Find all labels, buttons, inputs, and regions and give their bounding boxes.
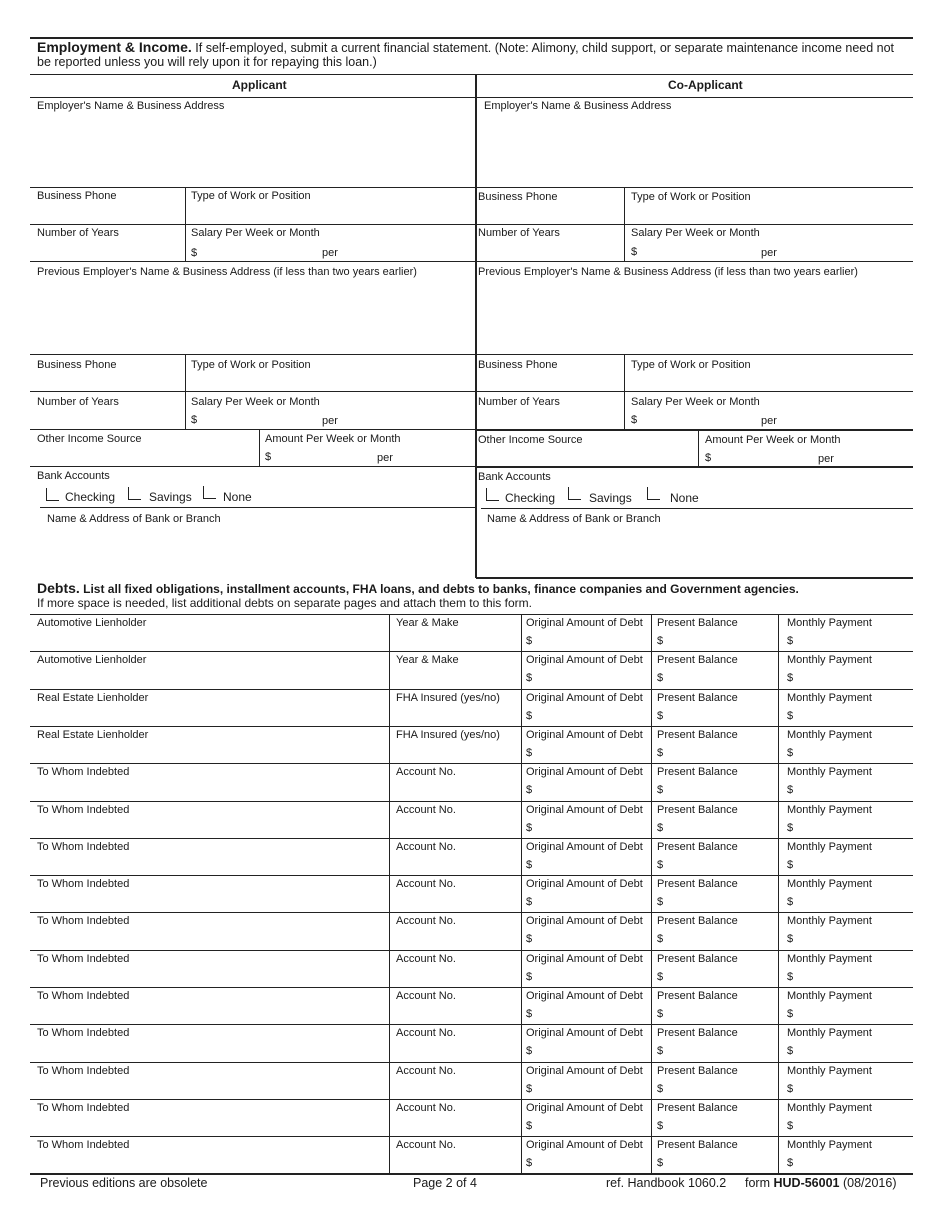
debt-balance-dollar: $ <box>657 970 664 983</box>
rule <box>476 187 913 188</box>
debt-original-dollar: $ <box>526 1008 533 1020</box>
debt-original-label[interactable]: Original Amount of Debt <box>526 766 643 779</box>
footer-ref: ref. Handbook 1060.2 <box>606 1176 727 1190</box>
debt-detail[interactable]: Account No. <box>396 952 456 965</box>
applicant-prev-years[interactable]: Number of Years <box>37 396 119 408</box>
coapplicant-amount-per: per <box>818 453 834 465</box>
debt-original-label[interactable]: Original Amount of Debt <box>526 728 643 741</box>
rule <box>476 429 913 431</box>
debt-balance-dollar: $ <box>657 672 664 685</box>
debt-row <box>30 912 913 950</box>
debt-payment-dollar: $ <box>787 1157 794 1170</box>
footer-form <box>745 1176 897 1190</box>
applicant-employer-label[interactable]: Employer's Name & Business Address <box>37 100 225 112</box>
rule <box>476 354 913 355</box>
coapplicant-prev-salary-dollar: $ <box>631 414 638 426</box>
debt-original-label[interactable]: Original Amount of Debt <box>526 691 643 704</box>
applicant-prev-work-type[interactable]: Type of Work or Position <box>191 359 311 371</box>
employment-intro <box>37 40 907 69</box>
debt-balance-dollar: $ <box>657 1082 664 1095</box>
debt-balance-label[interactable]: Present Balance <box>657 691 738 704</box>
debt-balance-label[interactable]: Present Balance <box>657 617 738 629</box>
coapplicant-prev-years[interactable]: Number of Years <box>478 396 560 408</box>
debt-balance-dollar: $ <box>657 896 664 909</box>
applicant-checking-checkbox[interactable] <box>46 488 59 501</box>
column-divider <box>475 74 477 578</box>
debt-row <box>30 1136 913 1174</box>
debt-detail[interactable]: Account No. <box>396 1139 456 1152</box>
debt-balance-dollar: $ <box>657 784 664 797</box>
debt-detail[interactable]: Year & Make <box>396 654 459 667</box>
debt-balance-label[interactable]: Present Balance <box>657 1101 738 1114</box>
debt-balance-dollar: $ <box>657 1045 664 1058</box>
debt-creditor[interactable]: Real Estate Lienholder <box>37 728 149 741</box>
applicant-amount-dollar: $ <box>265 451 272 463</box>
debt-creditor[interactable]: To Whom Indebted <box>37 1064 130 1077</box>
applicant-bank-accounts: Bank Accounts <box>37 470 110 482</box>
debt-payment-dollar: $ <box>787 858 794 871</box>
debt-balance-label[interactable]: Present Balance <box>657 803 738 816</box>
debt-payment-dollar: $ <box>787 1119 794 1132</box>
employment-title: Employment & Income. <box>37 39 192 55</box>
debts-intro <box>37 581 912 610</box>
rule <box>698 429 699 466</box>
applicant-savings-checkbox[interactable] <box>128 487 141 500</box>
debt-original-dollar: $ <box>526 709 533 722</box>
debt-payment-dollar: $ <box>787 1045 794 1058</box>
debt-row <box>30 1062 913 1100</box>
debt-payment-dollar: $ <box>787 970 794 983</box>
debt-balance-label[interactable]: Present Balance <box>657 728 738 741</box>
coapplicant-business-phone[interactable]: Business Phone <box>478 191 558 203</box>
coapplicant-savings-label: Savings <box>589 491 632 505</box>
rule <box>30 224 475 225</box>
header-top-rule <box>30 74 913 75</box>
debts-divider-3 <box>651 614 652 1174</box>
debt-balance-label[interactable]: Present Balance <box>657 1064 738 1077</box>
applicant-amount[interactable]: Amount Per Week or Month <box>265 433 401 445</box>
debt-balance-dollar: $ <box>657 1008 664 1020</box>
debt-creditor[interactable]: Automotive Lienholder <box>37 617 147 629</box>
applicant-prev-employer[interactable]: Previous Employer's Name & Business Address (if less than two years earlier) <box>37 266 417 278</box>
employment-bottom-rule <box>476 577 913 579</box>
applicant-none-checkbox[interactable] <box>203 486 216 499</box>
coapplicant-years[interactable]: Number of Years <box>478 227 560 239</box>
debt-creditor[interactable]: Real Estate Lienholder <box>37 691 149 704</box>
debt-balance-label[interactable]: Present Balance <box>657 766 738 779</box>
debt-original-dollar: $ <box>526 1119 533 1132</box>
debt-original-label[interactable]: Original Amount of Debt <box>526 803 643 816</box>
header-bottom-rule <box>30 97 913 98</box>
coapplicant-header: Co-Applicant <box>668 78 743 92</box>
debt-row <box>30 838 913 876</box>
debt-payment-label[interactable]: Monthly Payment <box>787 990 872 1002</box>
debt-original-label[interactable]: Original Amount of Debt <box>526 878 643 891</box>
applicant-other-income[interactable]: Other Income Source <box>37 433 142 445</box>
rule <box>30 354 475 355</box>
debt-balance-dollar: $ <box>657 933 664 946</box>
debt-balance-dollar: $ <box>657 709 664 722</box>
debt-original-dollar: $ <box>526 933 533 946</box>
debt-original-label[interactable]: Original Amount of Debt <box>526 654 643 667</box>
debt-balance-dollar: $ <box>657 635 664 647</box>
debt-original-label[interactable]: Original Amount of Debt <box>526 1064 643 1077</box>
debt-original-dollar: $ <box>526 858 533 871</box>
debt-payment-dollar: $ <box>787 672 794 685</box>
debt-payment-label[interactable]: Monthly Payment <box>787 728 872 741</box>
debt-payment-dollar: $ <box>787 635 794 647</box>
debt-payment-label[interactable]: Monthly Payment <box>787 952 872 965</box>
debt-creditor[interactable]: To Whom Indebted <box>37 840 130 853</box>
coapplicant-prev-salary[interactable]: Salary Per Week or Month <box>631 396 760 408</box>
debt-original-dollar: $ <box>526 896 533 909</box>
debt-balance-dollar: $ <box>657 746 664 759</box>
debt-row <box>30 1099 913 1137</box>
debt-balance-label[interactable]: Present Balance <box>657 990 738 1002</box>
debt-payment-label[interactable]: Monthly Payment <box>787 803 872 816</box>
debt-payment-label[interactable]: Monthly Payment <box>787 1064 872 1077</box>
applicant-prev-business-phone[interactable]: Business Phone <box>37 359 117 371</box>
footer-form-date: (08/2016) <box>842 1176 897 1190</box>
top-rule <box>30 37 913 39</box>
debt-detail[interactable]: Account No. <box>396 1027 456 1040</box>
debt-payment-label[interactable]: Monthly Payment <box>787 654 872 667</box>
debt-creditor[interactable]: To Whom Indebted <box>37 878 130 891</box>
applicant-salary-per: per <box>322 247 338 259</box>
debt-payment-label[interactable]: Monthly Payment <box>787 1101 872 1114</box>
debt-row <box>30 1024 913 1062</box>
debt-detail[interactable]: Account No. <box>396 990 456 1002</box>
coapplicant-none-label: None <box>670 491 699 505</box>
applicant-none-label: None <box>223 490 252 504</box>
debt-balance-label[interactable]: Present Balance <box>657 915 738 928</box>
debt-original-dollar: $ <box>526 784 533 797</box>
applicant-work-type[interactable]: Type of Work or Position <box>191 190 311 202</box>
coapplicant-other-income[interactable]: Other Income Source <box>478 434 583 446</box>
rule <box>30 429 475 430</box>
debt-balance-label[interactable]: Present Balance <box>657 654 738 667</box>
debt-row <box>30 651 913 689</box>
debt-balance-label[interactable]: Present Balance <box>657 840 738 853</box>
debts-divider-4 <box>778 614 779 1174</box>
employment-note: If self-employed, submit a current financial statement. (Note: Alimony, child support, or separate maintenance income need not be reported unless you will rely upon it for repaying this loan.) <box>37 41 895 69</box>
debt-original-label[interactable]: Original Amount of Debt <box>526 990 643 1002</box>
coapplicant-checking-checkbox[interactable] <box>486 488 499 501</box>
rule <box>30 391 475 392</box>
debt-balance-label[interactable]: Present Balance <box>657 952 738 965</box>
rule <box>476 466 913 468</box>
applicant-salary[interactable]: Salary Per Week or Month <box>191 227 320 239</box>
debt-row <box>30 763 913 801</box>
coapplicant-prev-employer[interactable]: Previous Employer's Name & Business Address (if less than two years earlier) <box>478 266 858 278</box>
coapplicant-none-checkbox[interactable] <box>647 487 660 500</box>
coapplicant-salary-per: per <box>761 247 777 259</box>
debt-detail[interactable]: Account No. <box>396 840 456 853</box>
coapplicant-prev-work-type[interactable]: Type of Work or Position <box>631 359 751 371</box>
applicant-bank-name[interactable]: Name & Address of Bank or Branch <box>47 513 221 525</box>
footer-obsolete: Previous editions are obsolete <box>40 1176 208 1190</box>
rule <box>476 391 913 392</box>
debt-creditor[interactable]: To Whom Indebted <box>37 1027 130 1040</box>
debt-creditor[interactable]: To Whom Indebted <box>37 915 130 928</box>
rule <box>476 224 913 225</box>
footer-page: Page 2 of 4 <box>413 1176 477 1190</box>
debt-balance-dollar: $ <box>657 858 664 871</box>
debt-row <box>30 689 913 727</box>
applicant-prev-salary[interactable]: Salary Per Week or Month <box>191 396 320 408</box>
debts-bold-note: List all fixed obligations, installment accounts, FHA loans, and debts to banks, finance companies and Government agencies. <box>83 582 799 596</box>
debt-creditor[interactable]: To Whom Indebted <box>37 766 130 779</box>
debt-original-dollar: $ <box>526 1157 533 1170</box>
debt-row <box>30 801 913 839</box>
debt-balance-label[interactable]: Present Balance <box>657 1139 738 1152</box>
rule <box>476 261 913 262</box>
coapplicant-checking-label: Checking <box>505 491 556 505</box>
rule <box>40 507 475 508</box>
debt-detail[interactable]: FHA Insured (yes/no) <box>396 691 500 704</box>
footer-form-number: HUD-56001 <box>773 1176 840 1190</box>
coapplicant-prev-business-phone[interactable]: Business Phone <box>478 359 558 371</box>
applicant-savings-label: Savings <box>149 490 192 504</box>
debt-original-label[interactable]: Original Amount of Debt <box>526 1101 643 1114</box>
applicant-prev-salary-dollar: $ <box>191 414 198 426</box>
coapplicant-amount-dollar: $ <box>705 452 712 464</box>
debt-payment-label[interactable]: Monthly Payment <box>787 1139 872 1152</box>
coapplicant-salary[interactable]: Salary Per Week or Month <box>631 227 760 239</box>
debt-balance-label[interactable]: Present Balance <box>657 1027 738 1040</box>
debt-original-dollar: $ <box>526 672 533 685</box>
debt-creditor[interactable]: To Whom Indebted <box>37 952 130 965</box>
debt-detail[interactable]: Account No. <box>396 803 456 816</box>
coapplicant-bank-name[interactable]: Name & Address of Bank or Branch <box>487 513 661 525</box>
debt-balance-dollar: $ <box>657 821 664 834</box>
coapplicant-amount[interactable]: Amount Per Week or Month <box>705 434 841 446</box>
coapplicant-prev-salary-per: per <box>761 415 777 427</box>
applicant-years[interactable]: Number of Years <box>37 227 119 239</box>
debt-payment-dollar: $ <box>787 746 794 759</box>
applicant-prev-salary-per: per <box>322 415 338 427</box>
debt-balance-dollar: $ <box>657 1119 664 1132</box>
debt-payment-label[interactable]: Monthly Payment <box>787 1027 872 1040</box>
coapplicant-employer-label[interactable]: Employer's Name & Business Address <box>484 100 672 112</box>
debt-payment-dollar: $ <box>787 933 794 946</box>
footer-form-prefix: form <box>745 1176 770 1190</box>
coapplicant-savings-checkbox[interactable] <box>568 487 581 500</box>
debt-original-label[interactable]: Original Amount of Debt <box>526 915 643 928</box>
debt-row <box>30 726 913 764</box>
debt-row <box>30 950 913 988</box>
debt-original-dollar: $ <box>526 1082 533 1095</box>
debts-note: If more space is needed, list additional debts on separate pages and attach them to this form. <box>37 596 532 610</box>
debt-payment-label[interactable]: Monthly Payment <box>787 915 872 928</box>
debt-balance-dollar: $ <box>657 1157 664 1170</box>
debt-original-label[interactable]: Original Amount of Debt <box>526 1139 643 1152</box>
applicant-business-phone[interactable]: Business Phone <box>37 190 117 202</box>
debt-payment-dollar: $ <box>787 1082 794 1095</box>
rule <box>259 429 260 466</box>
debt-payment-dollar: $ <box>787 1008 794 1020</box>
debt-original-dollar: $ <box>526 1045 533 1058</box>
debt-detail[interactable]: Year & Make <box>396 617 459 629</box>
coapplicant-salary-dollar: $ <box>631 246 638 258</box>
debts-title: Debts. <box>37 580 80 596</box>
debt-payment-label[interactable]: Monthly Payment <box>787 840 872 853</box>
debt-detail[interactable]: Account No. <box>396 1064 456 1077</box>
debt-original-dollar: $ <box>526 635 533 647</box>
debt-original-dollar: $ <box>526 821 533 834</box>
applicant-checking-label: Checking <box>65 490 116 504</box>
debt-original-dollar: $ <box>526 970 533 983</box>
debt-detail[interactable]: Account No. <box>396 766 456 779</box>
debt-original-label[interactable]: Original Amount of Debt <box>526 617 643 629</box>
applicant-amount-per: per <box>377 452 393 464</box>
debt-detail[interactable]: Account No. <box>396 915 456 928</box>
debt-original-dollar: $ <box>526 746 533 759</box>
debt-original-label[interactable]: Original Amount of Debt <box>526 840 643 853</box>
debts-divider-1 <box>389 614 390 1174</box>
debt-payment-dollar: $ <box>787 896 794 909</box>
debt-detail[interactable]: Account No. <box>396 878 456 891</box>
coapplicant-work-type[interactable]: Type of Work or Position <box>631 191 751 203</box>
debts-divider-2 <box>521 614 522 1174</box>
rule <box>30 261 475 262</box>
debt-payment-label[interactable]: Monthly Payment <box>787 766 872 779</box>
debt-original-label[interactable]: Original Amount of Debt <box>526 952 643 965</box>
debt-creditor[interactable]: To Whom Indebted <box>37 803 130 816</box>
debt-payment-label[interactable]: Monthly Payment <box>787 691 872 704</box>
debt-payment-label[interactable]: Monthly Payment <box>787 878 872 891</box>
debt-row <box>30 875 913 913</box>
debt-detail[interactable]: FHA Insured (yes/no) <box>396 728 500 741</box>
debt-creditor[interactable]: To Whom Indebted <box>37 1101 130 1114</box>
rule <box>30 466 475 467</box>
debt-original-label[interactable]: Original Amount of Debt <box>526 1027 643 1040</box>
debts-bottom-rule <box>30 1173 913 1175</box>
debt-payment-dollar: $ <box>787 784 794 797</box>
debt-payment-label[interactable]: Monthly Payment <box>787 617 872 629</box>
rule <box>481 508 913 509</box>
debt-payment-dollar: $ <box>787 821 794 834</box>
debt-row <box>30 987 913 1025</box>
debt-balance-label[interactable]: Present Balance <box>657 878 738 891</box>
debt-row <box>30 614 913 652</box>
debt-detail[interactable]: Account No. <box>396 1101 456 1114</box>
debt-creditor[interactable]: Automotive Lienholder <box>37 654 147 667</box>
rule <box>30 187 475 188</box>
coapplicant-bank-accounts: Bank Accounts <box>478 471 551 483</box>
debt-payment-dollar: $ <box>787 709 794 722</box>
applicant-header: Applicant <box>232 78 287 92</box>
applicant-salary-dollar: $ <box>191 247 198 259</box>
debt-creditor[interactable]: To Whom Indebted <box>37 990 130 1002</box>
debt-creditor[interactable]: To Whom Indebted <box>37 1139 130 1152</box>
